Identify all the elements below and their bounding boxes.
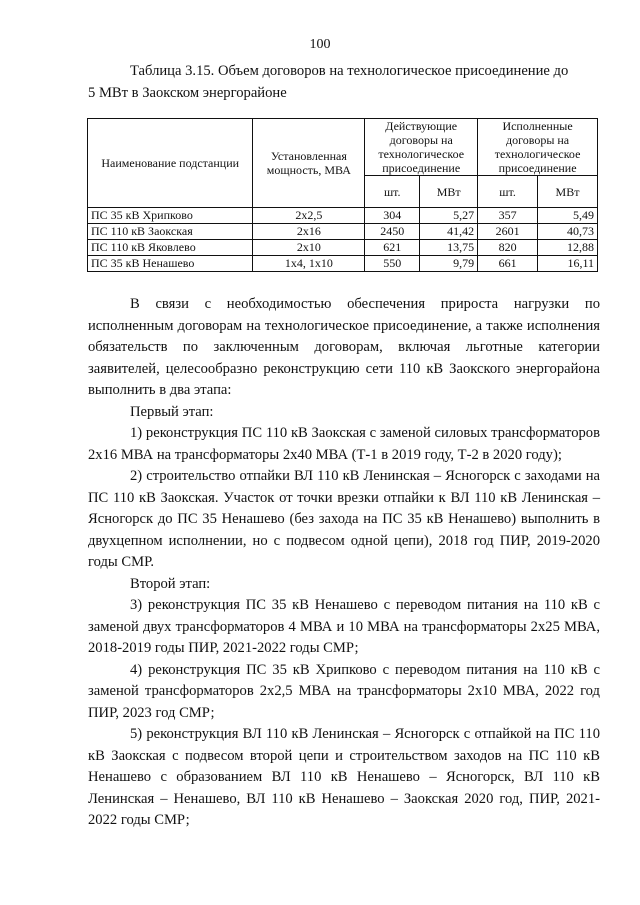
- cell-done-pcs: 661: [478, 256, 538, 272]
- cell-done-mw: 16,11: [538, 256, 598, 272]
- paragraph-item-3: 3) реконструкция ПС 35 кВ Ненашево с переводом питания на 110 кВ с заменой двух трансформаторов 4 МВА и 10 МВА на трансформаторы 2х25 МВА, 2018-2019 годы ПИР, 2021-2022 годы СМР;: [88, 597, 600, 656]
- header-active-pcs: шт.: [365, 176, 420, 208]
- contracts-table: [87, 118, 598, 272]
- table-row: [88, 224, 598, 240]
- header-substation: Наименование подстанции: [88, 119, 253, 208]
- cell-active-mw: 41,42: [420, 224, 478, 240]
- paragraph-item-4: 4) реконструкция ПС 35 кВ Хрипково с переводом питания на 110 кВ с заменой трансформаторов 2х2,5 МВА на трансформаторы 2х10 МВА, 2022 год ПИР, 2023 год СМР;: [88, 661, 600, 721]
- header-done-mw: МВт: [538, 176, 598, 208]
- cell-done-pcs: 2601: [478, 224, 538, 240]
- cell-active-mw: 13,75: [420, 240, 478, 256]
- paragraph-stage-1-heading: Первый этап:: [130, 403, 214, 420]
- paragraph-intro: В связи с необходимостью обеспечения прироста нагрузки по исполненным договорам на технологическое присоединение, а также исполнения обязательств по заключенным договорам, включая льготные категории заявителей, целесообразно реконструкцию сети 110 кВ Заокского энергорайона выполнить в два этапа:: [88, 296, 600, 398]
- paragraph-item-1: 1) реконструкция ПС 110 кВ Заокская с заменой силовых трансформаторов 2х16 МВА на трансформаторы 2х40 МВА (Т-1 в 2019 году, Т-2 в 2020 году);: [88, 425, 600, 463]
- cell-done-pcs: 820: [478, 240, 538, 256]
- paragraph-item-2: 2) строительство отпайки ВЛ 110 кВ Ленинская – Ясногорск с заходами на ПС 110 кВ Заокская. Участок от точки врезки отпайки к ВЛ 110 кВ Ленинская – Ясногорск до ПС 35 Ненашево (без захода на ПС 35 кВ Ненашево) выполнить в двухцепном исполнении, но с подвесом одной цепи), 2018 год ПИР, 2019-2020 годы СМР.: [88, 468, 600, 570]
- cell-active-mw: 5,27: [420, 208, 478, 224]
- paragraph-stage-2-heading: Второй этап:: [130, 575, 211, 592]
- table-row: [88, 208, 598, 224]
- cell-done-pcs: 357: [478, 208, 538, 224]
- cell-substation: ПС 110 кВ Заокская: [88, 224, 253, 240]
- cell-done-mw: 12,88: [538, 240, 598, 256]
- cell-substation: ПС 110 кВ Яковлево: [88, 240, 253, 256]
- table-header-row: [88, 119, 598, 176]
- cell-active-pcs: 550: [365, 256, 420, 272]
- cell-capacity: 2х2,5: [253, 208, 365, 224]
- cell-capacity: 2х16: [253, 224, 365, 240]
- cell-done-mw: 40,73: [538, 224, 598, 240]
- cell-active-pcs: 2450: [365, 224, 420, 240]
- cell-capacity: 1х4, 1х10: [253, 256, 365, 272]
- cell-active-pcs: 621: [365, 240, 420, 256]
- body-text: [88, 294, 600, 832]
- header-active-mw: МВт: [420, 176, 478, 208]
- table-caption: [88, 60, 600, 104]
- caption-line-1: Таблица 3.15. Объем договоров на технологическое присоединение до: [130, 63, 569, 79]
- cell-done-mw: 5,49: [538, 208, 598, 224]
- table-row: [88, 256, 598, 272]
- table-row: [88, 240, 598, 256]
- cell-active-mw: 9,79: [420, 256, 478, 272]
- cell-substation: ПС 35 кВ Хрипково: [88, 208, 253, 224]
- caption-line-2: 5 МВт в Заокском энергорайоне: [88, 85, 287, 101]
- header-done-contracts: Исполненные договоры на технологическое присоединение: [478, 119, 598, 176]
- cell-capacity: 2х10: [253, 240, 365, 256]
- header-capacity: Установленная мощность, МВА: [253, 119, 365, 208]
- cell-substation: ПС 35 кВ Ненашево: [88, 256, 253, 272]
- header-done-pcs: шт.: [478, 176, 538, 208]
- header-active-contracts: Действующие договоры на технологическое присоединение: [365, 119, 478, 176]
- cell-active-pcs: 304: [365, 208, 420, 224]
- page-number: 100: [309, 37, 331, 52]
- paragraph-item-5: 5) реконструкция ВЛ 110 кВ Ленинская – Ясногорск с отпайкой на ПС 110 кВ Заокская с подвесом второй цепи и строительством заходов на ПС 110 кВ Ненашево с образованием ВЛ 110 кВ Ненашево – Ясногорск, ВЛ 110 кВ Ленинская – Ненашево, ВЛ 110 кВ Ненашево – Заокская 2020 год, ПИР, 2021-2022 годы СМР;: [88, 726, 600, 828]
